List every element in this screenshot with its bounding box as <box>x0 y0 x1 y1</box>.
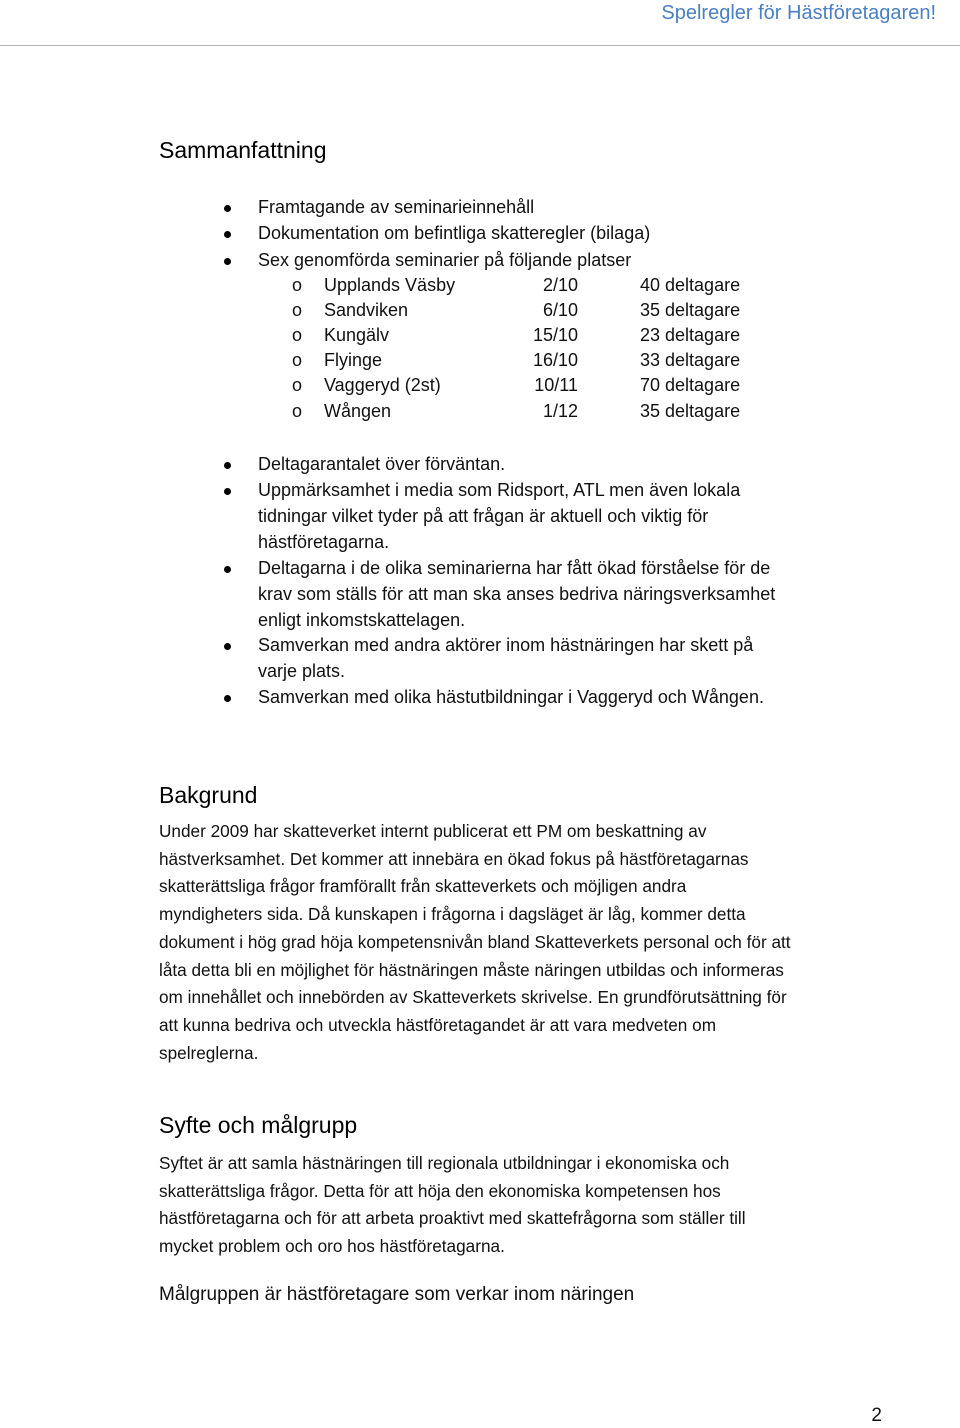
seminar-date: 6/10 <box>542 300 578 320</box>
conclusion-line: Samverkan med andra aktörer inom hästnäringen har skett på <box>258 635 754 655</box>
bullet-dot <box>224 488 231 495</box>
seminar-place: Vaggeryd (2st) <box>324 375 441 395</box>
seminar-place: Sandviken <box>324 300 409 320</box>
conclusion-line: Samverkan med olika hästutbildningar i Vaggeryd och Wången. <box>258 687 764 707</box>
seminar-participants: 70 deltagare <box>640 375 741 395</box>
bullet-dot <box>224 695 231 702</box>
seminar-date: 2/10 <box>542 275 578 295</box>
conclusion-line: Deltagarna i de olika seminarierna har fått ökad förståelse för de <box>258 558 771 578</box>
seminar-participants: 23 deltagare <box>640 325 741 345</box>
background-line: Under 2009 har skatteverket internt publicerat ett PM om beskattning av <box>159 821 707 841</box>
target-group-text: Målgruppen är hästföretagare som verkar inom näringen <box>159 1284 635 1305</box>
sub-bullet-marker: o <box>292 275 303 295</box>
purpose-heading: Syfte och målgrupp <box>159 1112 358 1138</box>
background-line: myndigheters sida. Då kunskapen i frågorna i dagsläget är låg, kommer detta <box>159 904 746 925</box>
bullet-dot <box>224 643 231 650</box>
purpose-line: Syftet är att samla hästnäringen till regionala utbildningar i ekonomiska och <box>159 1153 730 1173</box>
purpose-line: hästföretagarna och för att arbeta proaktivt med skattefrågorna som ställer till <box>159 1208 746 1229</box>
sub-bullet-marker: o <box>292 375 303 395</box>
sub-bullet-marker: o <box>292 325 303 345</box>
background-line: låta detta bli en möjlighet för hästnäringen måste näringen utbildas och informeras <box>159 959 784 980</box>
purpose-line: mycket problem och oro hos hästföretagarna. <box>159 1236 505 1257</box>
conclusion-line: krav som ställs för att man ska anses bedriva näringsverksamhet <box>258 583 776 604</box>
seminar-place: Upplands Väsby <box>324 275 456 295</box>
summary-item: Framtagande av seminarieinnehåll <box>258 197 535 217</box>
page-number: 2 <box>871 1405 882 1426</box>
conclusion-line: hästföretagarna. <box>258 531 390 552</box>
seminar-place: Flyinge <box>324 350 383 370</box>
background-line: dokument i hög grad höja kompetensnivån bland Skatteverkets personal och för att <box>159 931 791 952</box>
background-line: spelreglerna. <box>159 1042 259 1063</box>
summary-heading: Sammanfattning <box>159 137 327 163</box>
seminar-place: Kungälv <box>324 325 390 345</box>
seminar-date: 16/10 <box>532 350 578 370</box>
bullet-dot <box>224 205 231 212</box>
seminar-date: 10/11 <box>534 375 578 395</box>
background-line: hästverksamhet. Det kommer att innebära en ökad fokus på hästföretagarnas <box>159 848 749 869</box>
bullet-dot <box>224 462 231 469</box>
seminar-participants: 35 deltagare <box>640 300 741 320</box>
seminar-date: 15/10 <box>532 325 578 345</box>
sub-bullet-marker: o <box>292 300 303 320</box>
conclusion-line: varje plats. <box>258 660 346 681</box>
running-header: Spelregler för Hästföretagaren! <box>661 2 936 24</box>
sub-bullet-marker: o <box>292 401 303 421</box>
background-line: att kunna bedriva och utveckla hästföretagandet är att vara medveten om <box>159 1014 717 1035</box>
seminar-participants: 35 deltagare <box>640 401 741 421</box>
seminar-date: 1/12 <box>542 401 578 421</box>
background-line: skatterättsliga frågor framförallt från skatteverkets och möjligen andra <box>159 876 687 897</box>
conclusion-line: Deltagarantalet över förväntan. <box>258 454 506 474</box>
purpose-line: skatterättsliga frågor. Detta för att höja den ekonomiska kompetensen hos <box>159 1180 721 1201</box>
seminar-place: Wången <box>324 401 392 421</box>
conclusion-line: enligt inkomstskattelagen. <box>258 609 466 630</box>
conclusion-line: tidningar vilket tyder på att frågan är aktuell och viktig för <box>258 505 709 526</box>
background-heading: Bakgrund <box>159 782 258 808</box>
sub-bullet-marker: o <box>292 350 303 370</box>
background-paragraph <box>159 818 899 1067</box>
background-line: om innehållet och innebörden av Skatteverkets skrivelse. En grundförutsättning för <box>159 987 787 1008</box>
bullet-dot <box>224 566 231 573</box>
bullet-dot <box>224 231 231 238</box>
conclusion-line: Uppmärksamhet i media som Ridsport, ATL men även lokala <box>258 480 741 500</box>
purpose-paragraph <box>159 1150 899 1261</box>
seminar-participants: 33 deltagare <box>640 350 741 370</box>
summary-item: Dokumentation om befintliga skatteregler (bilaga) <box>258 223 651 243</box>
bullet-dot <box>224 258 231 265</box>
seminar-participants: 40 deltagare <box>640 275 741 295</box>
header-rule <box>0 45 960 46</box>
summary-item: Sex genomförda seminarier på följande platser <box>258 250 632 270</box>
